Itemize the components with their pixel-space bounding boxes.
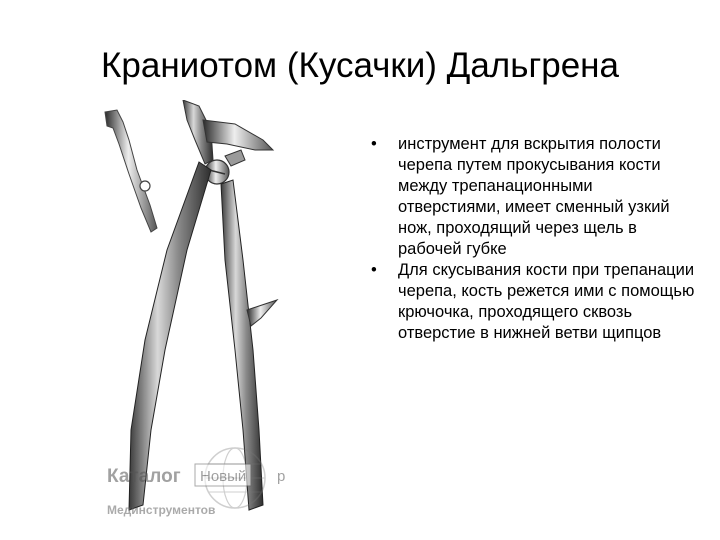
bullet-list xyxy=(368,134,698,344)
watermark-brand: Каталог xyxy=(107,466,181,487)
bullet-marker: • xyxy=(371,135,377,153)
bullet-marker: • xyxy=(371,261,377,279)
slide-title: Краниотом (Кусачки) Дальгрена xyxy=(101,46,619,85)
spring-stop xyxy=(247,300,277,326)
bullet-item xyxy=(368,134,698,260)
right-handle xyxy=(221,180,263,510)
watermark-subtitle: Мединструментов xyxy=(107,503,216,517)
replaceable-blade xyxy=(105,110,157,232)
bullet-text: Для скусывания кости при трепанации черепа, кость режется ими с помощью крючочка, проходящего сквозь отверстие в нижней ветви щипцов xyxy=(398,261,695,342)
watermark-suffix: р xyxy=(277,468,286,485)
instrument-image xyxy=(95,100,305,530)
bullet-text: инструмент для вскрытия полости черепа путем прокусывания кости между трепанационными отверстиями, имеет сменный узкий нож, проходящий через щель в рабочей губке xyxy=(398,135,670,258)
bullet-item xyxy=(368,260,698,344)
watermark-badge: Новый xyxy=(200,468,247,485)
left-handle xyxy=(129,162,211,510)
